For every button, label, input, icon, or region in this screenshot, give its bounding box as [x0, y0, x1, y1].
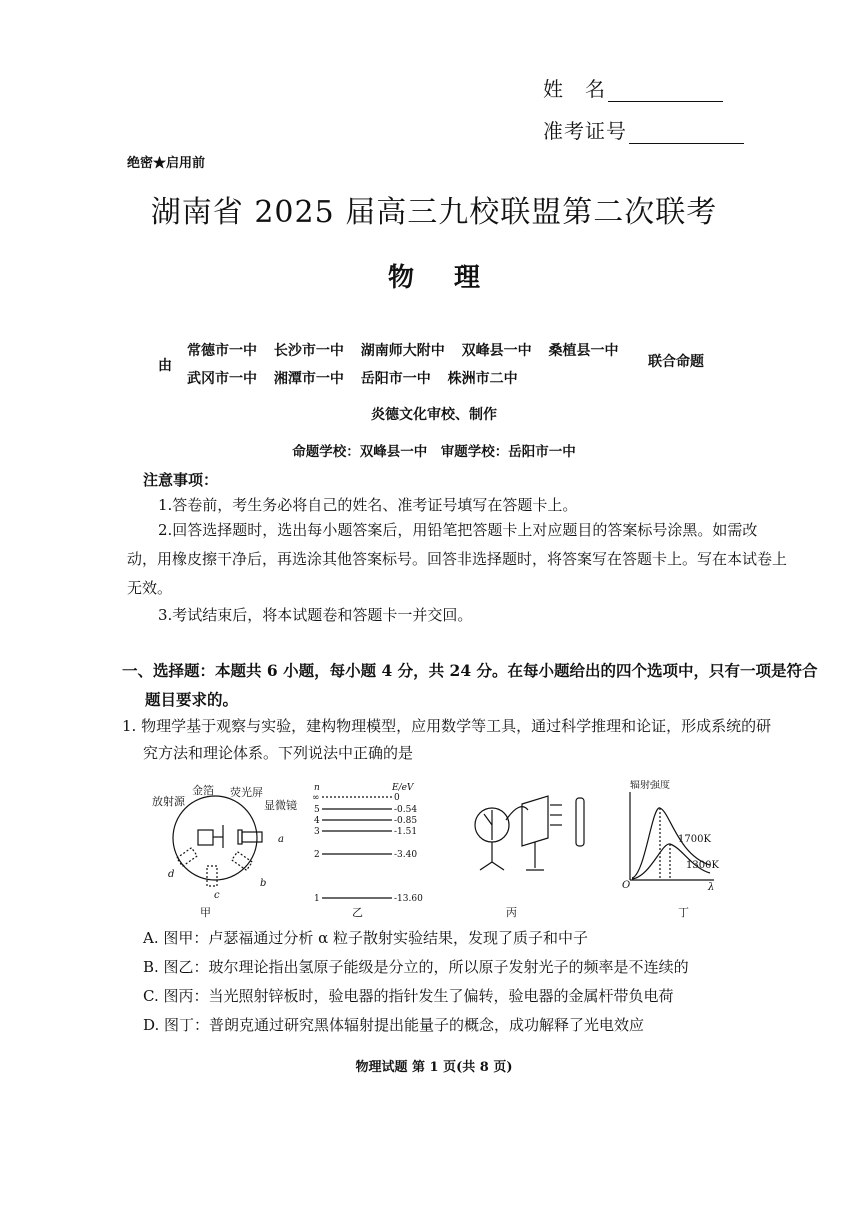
stand-leg: [492, 862, 504, 870]
level-e: -0.54: [394, 805, 418, 815]
detector-c: [207, 866, 217, 886]
subject-title: 物理: [387, 263, 520, 293]
label-screen: 荧光屏: [230, 786, 263, 799]
level-e: -0.85: [394, 816, 418, 826]
ding-ylabel: 辐射强度: [630, 780, 670, 791]
yi-e-label: E/eV: [392, 783, 414, 793]
note-1: 1.答卷前，考生务必将自己的姓名、准考证号填写在答题卡上。: [158, 496, 578, 514]
level-n: 1: [314, 894, 320, 904]
q1-figures: [130, 780, 730, 925]
level-e: 0: [394, 793, 400, 803]
exam-title: 湖南省 2025 届高三九校联盟第二次联考: [150, 195, 718, 230]
electroscope-needle: [484, 814, 492, 825]
level-n: 5: [314, 805, 320, 815]
microscope-rect: [242, 832, 262, 842]
option-d: D. 图丁：普朗克通过研究黑体辐射提出能量子的概念，成功解释了光电效应: [143, 1016, 645, 1034]
school-row-1: [187, 340, 619, 360]
exam-no-field: [543, 115, 744, 144]
figure-ding: [622, 780, 719, 919]
label-foil: 金箔: [192, 784, 214, 797]
exam-no-underline: [629, 123, 744, 144]
label-microscope: 显微镜: [264, 799, 297, 812]
caption-jia: 甲: [200, 906, 211, 919]
q1-stem: 1. 物理学基于观察与实验，建构物理模型，应用数学等工具，通过科学推理和论证，形成系统的研: [122, 717, 772, 735]
section-1-title: 一、选择题：本题共 6 小题，每小题 4 分，共 24 分。在每小题给出的四个选项中，只有一项是符合: [122, 661, 818, 680]
ding-origin: O: [622, 880, 631, 891]
uv-lamp: [576, 798, 584, 846]
level-n: 3: [314, 827, 320, 837]
wire: [506, 807, 528, 820]
school-item: 长沙市一中: [273, 343, 344, 359]
secret-mark: 绝密★启用前: [127, 156, 206, 171]
chamber-circle: [173, 796, 257, 880]
level-n: 4: [314, 816, 320, 826]
stand-leg: [480, 862, 492, 870]
school-item: 湘潭市一中: [273, 371, 344, 387]
detector-d: [177, 848, 197, 867]
option-b: B. 图乙：玻尔理论指出氢原子能级是分立的，所以原子发射光子的频率是不连续的: [143, 958, 689, 976]
ding-t1: 1700K: [678, 834, 711, 845]
ding-xlabel: λ: [708, 882, 715, 893]
option-c: C. 图丙：当光照射锌板时，验电器的指针发生了偏转，验电器的金属杆带负电荷: [143, 987, 674, 1005]
name-field: [543, 73, 723, 102]
figure-bing: [475, 796, 584, 919]
ding-t2: 1300K: [686, 860, 719, 871]
figure-jia: [152, 783, 297, 919]
zinc-plate: [522, 796, 548, 846]
note-3: 3.考试结束后，将本试题卷和答题卡一并交回。: [158, 606, 473, 624]
section-1-title-cont: 题目要求的。: [145, 690, 239, 709]
name-underline: [608, 81, 723, 102]
label-b: b: [260, 878, 267, 889]
note-2-cont: 动，用橡皮擦干净后，再选涂其他答案标号。回答非选择题时，将答案写在答题卡上。写在本试卷上: [127, 550, 788, 568]
caption-ding: 丁: [678, 906, 689, 919]
level-n: 2: [314, 850, 320, 860]
detector-b: [232, 852, 252, 871]
school-item: 双峰县一中: [461, 343, 532, 359]
level-e: -1.51: [394, 827, 418, 837]
label-source: 放射源: [152, 795, 185, 808]
label-d: d: [168, 869, 175, 880]
yi-n-label: n: [314, 783, 320, 793]
exam-no-label: 准考证号: [543, 119, 627, 143]
level-n: ∞: [312, 793, 320, 803]
school-item: 湖南师大附中: [360, 343, 445, 359]
you-char: 由: [158, 358, 172, 374]
name-label: 姓 名: [543, 77, 606, 101]
producer-line: 炎德文化审校、制作: [371, 407, 497, 423]
label-c: c: [214, 890, 220, 901]
screen-rect: [238, 830, 242, 844]
joint-label: 联合命题: [648, 354, 704, 370]
level-e: -3.40: [394, 850, 418, 860]
note-2: 2.回答选择题时，选出每小题答案后，用铅笔把答题卡上对应题目的答案标号涂黑。如需改: [158, 521, 758, 539]
q1-stem-cont: 究方法和理论体系。下列说法中正确的是: [143, 744, 414, 762]
proposer-line: 命题学校：双峰县一中 审题学校：岳阳市一中: [292, 444, 576, 460]
note-2-end: 无效。: [127, 579, 173, 597]
school-item: 武冈市一中: [187, 371, 257, 387]
option-a: A. 图甲：卢瑟福通过分析 α 粒子散射实验结果，发现了质子和中子: [143, 929, 589, 947]
school-item: 常德市一中: [187, 343, 257, 359]
yi-levels: [312, 793, 423, 904]
label-a: a: [278, 834, 284, 845]
school-item: 桑植县一中: [548, 343, 619, 359]
page-footer: 物理试题 第 1 页(共 8 页): [355, 1060, 513, 1075]
school-item: 岳阳市一中: [360, 371, 431, 387]
caption-yi: 乙: [352, 906, 363, 919]
figure-yi: [312, 783, 423, 919]
school-item: 株洲市二中: [447, 371, 518, 387]
caption-bing: 丙: [506, 906, 517, 919]
source-box: [198, 830, 213, 845]
notes-heading: 注意事项：: [143, 471, 219, 489]
level-e: -13.60: [394, 894, 423, 904]
school-row-2: [187, 368, 518, 388]
